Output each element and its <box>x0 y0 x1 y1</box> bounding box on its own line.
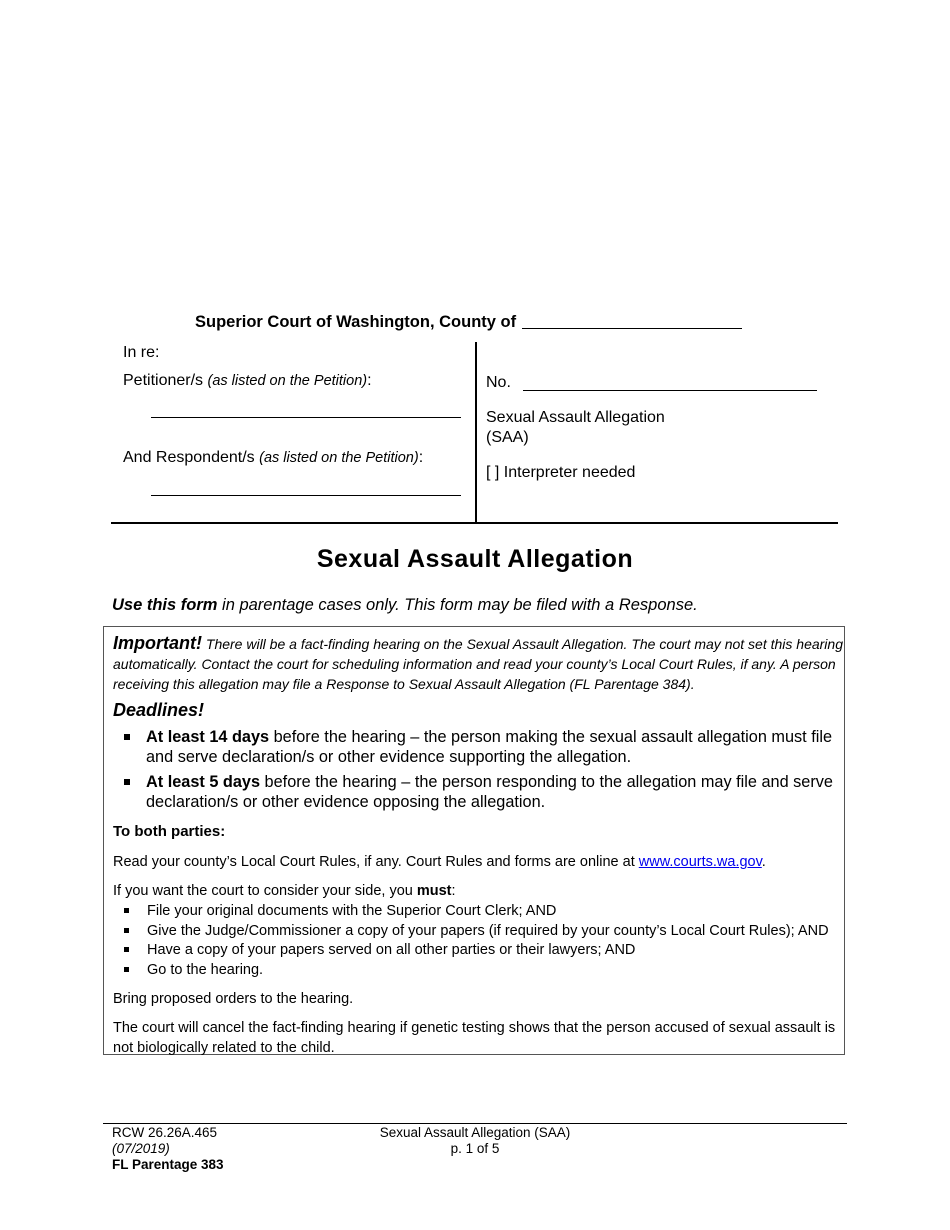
case-number-line[interactable] <box>523 390 817 391</box>
cancel-hearing-note: The court will cancel the fact-finding hearing if genetic testing shows that the person accused of sexual assault is not biologically related to the child. <box>113 1020 836 1056</box>
square-bullet-icon <box>124 928 129 933</box>
footer-statute: RCW 26.26A.465 <box>112 1125 218 1140</box>
county-blank[interactable] <box>522 328 742 329</box>
footer-date: (07/2019) <box>112 1141 170 1156</box>
must-item-text: Go to the hearing. <box>147 962 264 978</box>
important-label: Important! <box>113 633 202 653</box>
case-caption <box>111 342 838 524</box>
form-name-line2: (SAA) <box>486 429 529 446</box>
respondent-colon: : <box>418 449 424 466</box>
important-text: There will be a fact-finding hearing on the Sexual Assault Allegation. The court may not set this hearing automatically. Contact the court for scheduling information and read your county’s Local Court Rules, if any. A person receiving this allegation may file a Response to Sexual Assault Allegation (FL Parentage 384). <box>113 636 843 692</box>
deadlines-heading: Deadlines! <box>113 700 205 720</box>
court-header <box>195 313 742 332</box>
court-rules-end: . <box>761 854 766 870</box>
form-name-line1: Sexual Assault Allegation <box>486 409 665 426</box>
deadline-bold: At least 14 days <box>146 728 270 746</box>
must-word: must <box>416 883 452 899</box>
respondent-label <box>123 449 423 467</box>
notice-box <box>103 626 845 1055</box>
petitioner-note: (as listed on the Petition) <box>207 373 368 389</box>
must-intro-post: : <box>451 883 456 899</box>
both-parties-heading: To both parties: <box>113 823 226 840</box>
footer-rule <box>103 1123 847 1124</box>
court-label: Superior Court of Washington, County of <box>195 313 517 331</box>
square-bullet-icon <box>124 908 129 913</box>
respondent-name-line[interactable] <box>151 495 461 496</box>
must-intro <box>113 881 843 901</box>
use-instructions-rest: in parentage cases only. This form may be filed with a Response. <box>217 596 698 614</box>
caption-bottom-rule <box>111 522 838 524</box>
petitioner-label <box>123 372 372 390</box>
court-rules-text: Read your county’s Local Court Rules, if any. Court Rules and forms are online at <box>113 854 639 870</box>
use-instructions <box>112 596 698 615</box>
deadline-body: before the hearing – the person making the sexual assault allegation must file and serve declaration/s or other evidence supporting the allegation. <box>146 728 833 766</box>
petitioner-label-text: Petitioner/s <box>123 372 204 389</box>
petitioner-colon: : <box>367 372 372 389</box>
square-bullet-icon <box>124 779 130 785</box>
footer-page-number: p. 1 of 5 <box>450 1141 500 1156</box>
deadline-text <box>146 727 836 767</box>
square-bullet-icon <box>124 967 129 972</box>
courts-website-link[interactable]: www.courts.wa.gov <box>638 854 762 870</box>
page-title: Sexual Assault Allegation <box>316 545 634 573</box>
must-item-text: Give the Judge/Commissioner a copy of your papers (if required by your county’s Local Court Rules); AND <box>147 923 829 939</box>
interpreter-checkbox[interactable]: [ ] Interpreter needed <box>486 464 636 481</box>
must-intro-pre: If you want the court to consider your side, you <box>113 883 417 899</box>
in-re-label: In re: <box>123 344 160 361</box>
footer-form-code: FL Parentage 383 <box>112 1157 224 1172</box>
deadline-bold: At least 5 days <box>146 773 261 791</box>
respondent-label-text: And Respondent/s <box>123 449 255 466</box>
important-notice <box>113 633 843 694</box>
bring-orders-note: Bring proposed orders to the hearing. <box>113 991 354 1007</box>
footer-form-name: Sexual Assault Allegation (SAA) <box>379 1125 571 1140</box>
caption-divider <box>475 342 477 524</box>
use-instructions-bold: Use this form <box>112 596 218 614</box>
petitioner-name-line[interactable] <box>151 417 461 418</box>
respondent-note: (as listed on the Petition) <box>259 450 419 466</box>
deadline-body: before the hearing – the person responding to the allegation may file and serve declaration/s or other evidence opposing the allegation. <box>146 773 833 811</box>
must-item-text: Have a copy of your papers served on all other parties or their lawyers; AND <box>147 942 636 958</box>
court-rules-paragraph <box>113 852 843 872</box>
square-bullet-icon <box>124 734 130 740</box>
square-bullet-icon <box>124 947 129 952</box>
case-number-label: No. <box>486 374 511 391</box>
must-item-text: File your original documents with the Superior Court Clerk; AND <box>147 903 557 919</box>
deadline-text <box>146 772 836 812</box>
